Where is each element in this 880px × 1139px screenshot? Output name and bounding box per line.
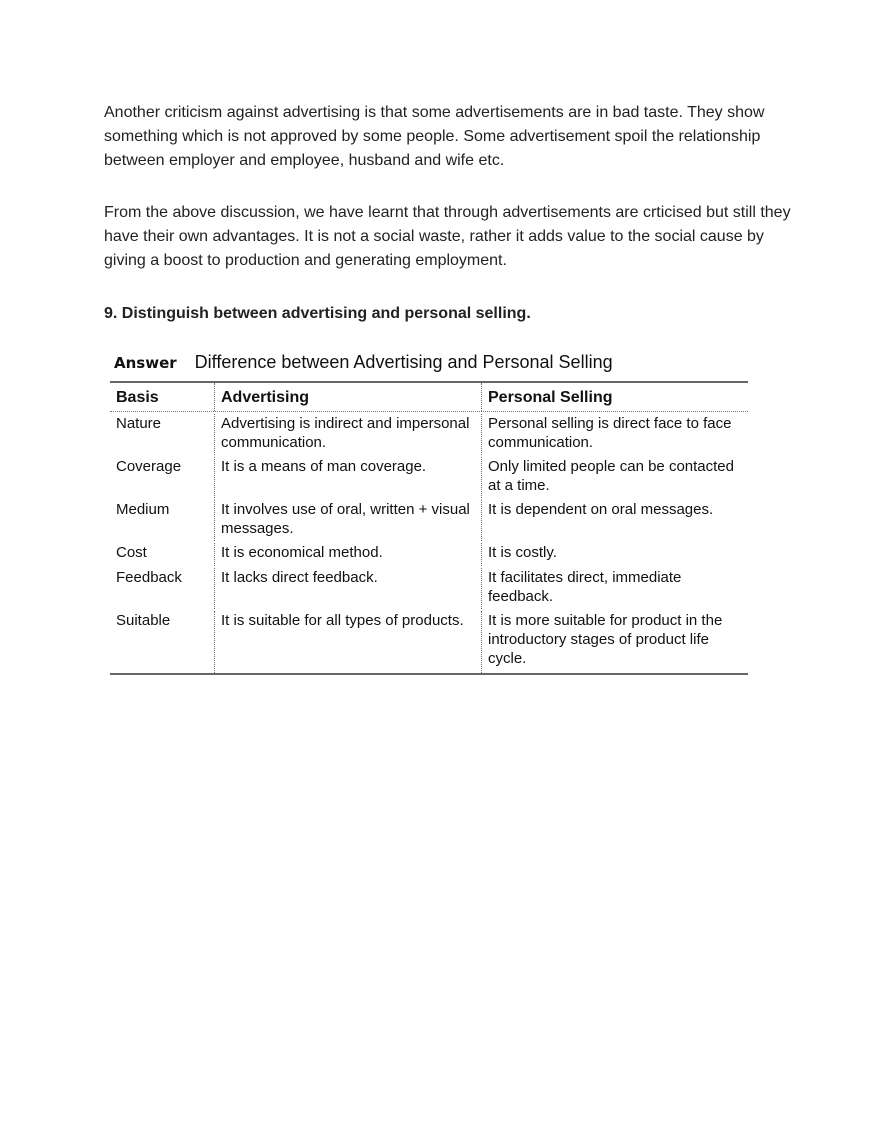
table-row bbox=[110, 412, 748, 455]
header-basis: Basis bbox=[116, 388, 159, 406]
cell-advertising: It is suitable for all types of products. bbox=[214, 611, 481, 673]
cell-basis: Medium bbox=[116, 501, 170, 518]
table-title: Difference between Advertising and Personal Selling bbox=[194, 352, 613, 372]
cell-basis: Coverage bbox=[116, 458, 182, 475]
cell-personal-selling: Only limited people can be contacted at a time. bbox=[481, 457, 748, 498]
cell-advertising: It lacks direct feedback. bbox=[214, 568, 481, 609]
header-advertising: Advertising bbox=[214, 383, 481, 411]
cell-advertising: It involves use of oral, written + visual messages. bbox=[214, 500, 481, 541]
cell-advertising: It is a means of man coverage. bbox=[214, 457, 481, 498]
question-heading: 9. Distinguish between advertising and personal selling. bbox=[104, 305, 531, 322]
answer-heading bbox=[114, 352, 613, 373]
table-row bbox=[110, 541, 748, 566]
table-header-row bbox=[110, 383, 748, 412]
cell-basis: Suitable bbox=[116, 612, 171, 629]
answer-label: Answer bbox=[114, 354, 177, 372]
cell-personal-selling: It is more suitable for product in the introductory stages of product life cycle. bbox=[481, 611, 748, 673]
cell-advertising: Advertising is indirect and impersonal communication. bbox=[214, 414, 481, 455]
paragraph-conclusion: From the above discussion, we have learnt that through advertisements are crticised but still they have their own advantages. It is not a social waste, rather it adds value to the social cause by giving a boost to production and generating employment. bbox=[104, 204, 791, 269]
header-personal-selling: Personal Selling bbox=[481, 383, 748, 411]
cell-personal-selling: Personal selling is direct face to face communication. bbox=[481, 414, 748, 455]
cell-basis: Feedback bbox=[116, 569, 182, 586]
cell-personal-selling: It facilitates direct, immediate feedback. bbox=[481, 568, 748, 609]
table-row bbox=[110, 498, 748, 541]
table-row bbox=[110, 609, 748, 673]
cell-basis: Nature bbox=[116, 415, 162, 432]
cell-personal-selling: It is costly. bbox=[481, 543, 748, 566]
cell-personal-selling: It is dependent on oral messages. bbox=[481, 500, 748, 541]
comparison-table bbox=[110, 381, 748, 675]
cell-basis: Cost bbox=[116, 544, 147, 561]
cell-advertising: It is economical method. bbox=[214, 543, 481, 566]
table-row bbox=[110, 455, 748, 498]
table-row bbox=[110, 566, 748, 609]
paragraph-criticism: Another criticism against advertising is that some advertisements are in bad taste. They show something which is not approved by some people. Some advertisement spoil the relationship between employer and employee, husband and wife etc. bbox=[104, 104, 765, 169]
